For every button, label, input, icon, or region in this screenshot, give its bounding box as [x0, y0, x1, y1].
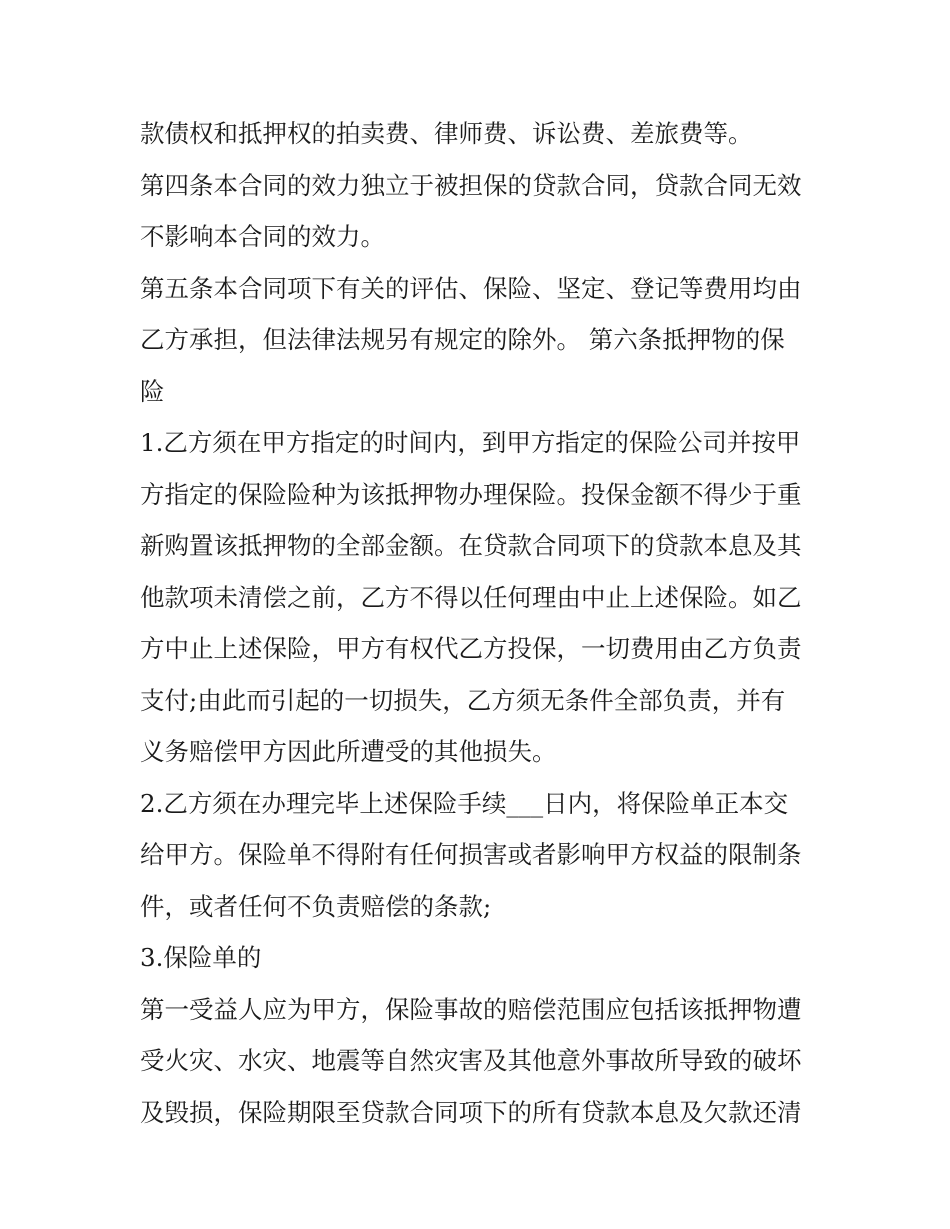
text-line: 方指定的保险险种为该抵押物办理保险。投保金额不得少于重: [140, 479, 802, 509]
text-line: 款债权和抵押权的拍卖费、律师费、诉讼费、差旅费等。: [140, 119, 753, 148]
text-line: 第五条本合同项下有关的评估、保险、坚定、登记等费用均由: [140, 273, 802, 303]
text-line: 险: [140, 376, 165, 406]
text-line: 受火灾、水灾、地震等自然灾害及其他意外事故所导致的破坏: [140, 1046, 802, 1075]
text-line: 他款项未清偿之前，乙方不得以任何理由中止上述保险。如乙: [140, 582, 802, 612]
text-line: 方中止上述保险，甲方有权代乙方投保，一切费用由乙方负责: [140, 634, 802, 663]
text-line: 给甲方。保险单不得附有任何损害或者影响甲方权益的限制条: [140, 840, 802, 869]
text-line: 支付;由此而引起的一切损失，乙方须无条件全部负责，并有: [140, 685, 786, 715]
text-line: 第四条本合同的效力独立于被担保的贷款合同，贷款合同无效: [140, 170, 802, 200]
text-line: 不影响本合同的效力。: [140, 222, 385, 251]
text-line: 件，或者任何不负责赔偿的条款;: [140, 891, 492, 921]
text-line: 乙方承担，但法律法规另有规定的除外。 第六条抵押物的保: [140, 325, 785, 354]
text-line: 1.乙方须在甲方指定的时间内，到甲方指定的保险公司并按甲: [140, 428, 801, 457]
document-body: [140, 108, 820, 1138]
text-line: 新购置该抵押物的全部金额。在贷款合同项下的贷款本息及其: [140, 531, 802, 560]
text-line: 及毁损，保险期限至贷款合同项下的所有贷款本息及欠款还清: [140, 1097, 802, 1127]
text-line: 义务赔偿甲方因此所遭受的其他损失。: [140, 737, 557, 766]
text-line: 2.乙方须在办理完毕上述保险手续___日内，将保险单正本交: [140, 788, 789, 818]
text-line: 3.保险单的: [140, 943, 262, 972]
text-line: 第一受益人应为甲方，保险事故的赔偿范围应包括该抵押物遭: [140, 994, 802, 1024]
